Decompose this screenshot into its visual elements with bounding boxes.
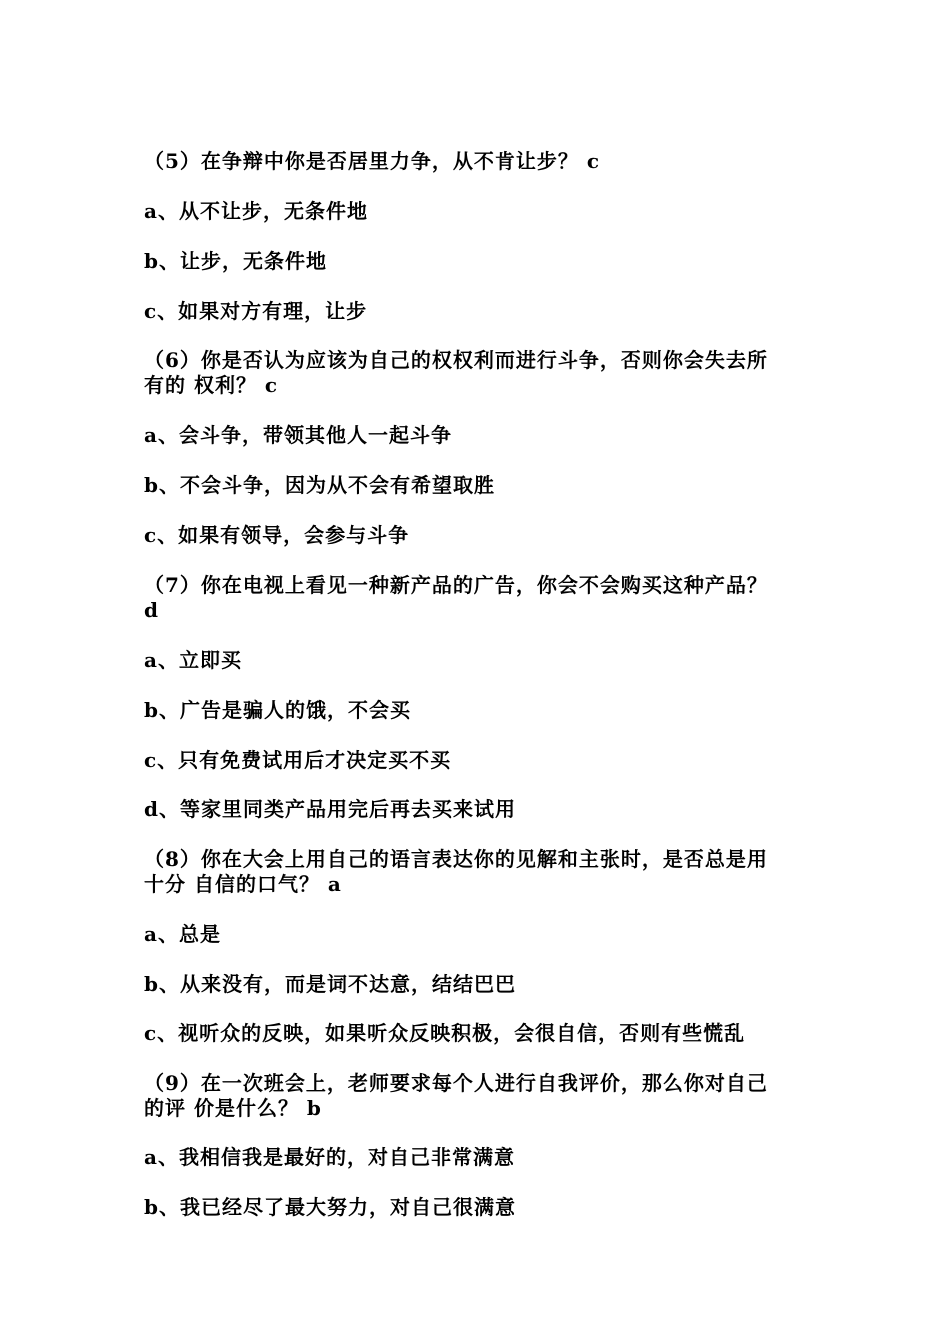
- question-5-option-a: a、从不让步，无条件地: [144, 199, 368, 223]
- question-6-option-a: a、会斗争，带领其他人一起斗争: [144, 423, 452, 447]
- question-7-line-1: （7）你在电视上看见一种新产品的广告，你会不会购买这种产品？: [144, 573, 768, 597]
- question-9-option-a: a、我相信我是最好的，对自己非常满意: [144, 1145, 515, 1169]
- question-5-option-c: c、如果对方有理，让步: [144, 299, 368, 323]
- question-8-option-c: c、视听众的反映，如果听众反映积极，会很自信，否则有些慌乱: [144, 1021, 746, 1045]
- question-8-option-a: a、总是: [144, 922, 221, 946]
- question-5: （5）在争辩中你是否居里力争，从不肯让步？ c: [144, 149, 601, 173]
- question-7-option-b: b、广告是骗人的饿，不会买: [144, 698, 411, 722]
- question-6-option-b: b、不会斗争，因为从不会有希望取胜: [144, 473, 495, 497]
- question-8-line-2: 十分 自信的口气？ a: [144, 872, 342, 896]
- question-9-option-b: b、我已经尽了最大努力，对自己很满意: [144, 1195, 516, 1219]
- question-6-line-1: （6）你是否认为应该为自己的权权利而进行斗争，否则你会失去所: [144, 348, 768, 372]
- question-5-option-b: b、让步，无条件地: [144, 249, 327, 273]
- question-7-option-d: d、等家里同类产品用完后再去买来试用: [144, 797, 516, 821]
- question-8-line-1: （8）你在大会上用自己的语言表达你的见解和主张时，是否总是用: [144, 847, 768, 871]
- question-9-line-1: （9）在一次班会上，老师要求每个人进行自我评价，那么你对自己: [144, 1071, 768, 1095]
- question-8-option-b: b、从来没有，而是词不达意，结结巴巴: [144, 972, 516, 996]
- question-9-line-2: 的评 价是什么？ b: [144, 1096, 322, 1120]
- question-6-option-c: c、如果有领导，会参与斗争: [144, 523, 410, 547]
- question-6-line-2: 有的 权利？ c: [144, 373, 279, 397]
- question-7-line-2: d: [144, 598, 159, 622]
- question-7-option-c: c、只有免费试用后才决定买不买: [144, 748, 452, 772]
- question-7-option-a: a、立即买: [144, 648, 242, 672]
